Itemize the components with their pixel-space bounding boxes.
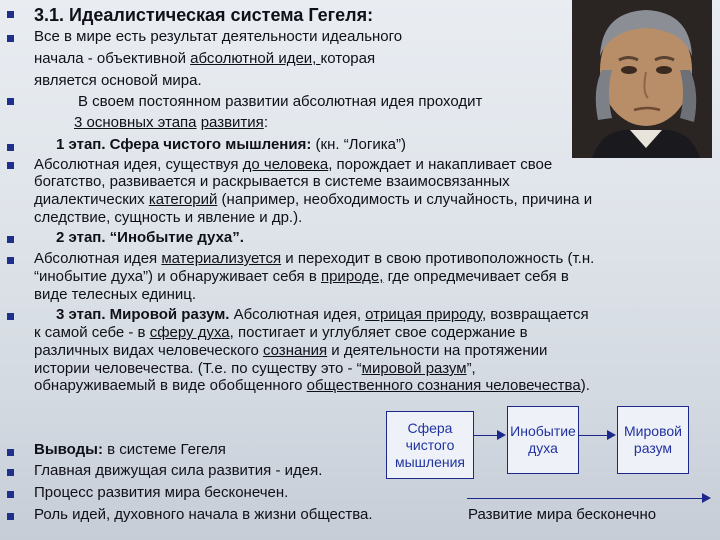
text: в системе Гегеля [102, 441, 226, 458]
bullet [7, 236, 14, 243]
underlined-term: природе, [320, 268, 384, 285]
diagram-caption: Развитие мира бесконечно [468, 506, 657, 523]
conclusions-label: Выводы: [34, 441, 103, 458]
text: (например, необходимость и случайность, причина и [217, 191, 593, 208]
stage-3-heading [56, 307, 589, 323]
text: : [263, 114, 268, 131]
underlined-term: до человека [242, 156, 329, 173]
diagram-box-world-reason [617, 406, 689, 474]
bullet [7, 144, 14, 151]
text: истории человечества. (Т.е. по существу это - “ [34, 360, 362, 377]
underlined-term: мировой разум [361, 360, 467, 377]
paragraph-line [74, 115, 268, 131]
paragraph-line [34, 157, 552, 173]
bullet [7, 257, 14, 264]
stage-label: 3 этап. Мировой разум. [56, 306, 230, 323]
underlined-term: сознания [262, 342, 328, 359]
text: , порождает и накапливает свое [328, 156, 553, 173]
text: диалектических [34, 191, 149, 208]
paragraph-line [34, 251, 594, 267]
text: ”, [466, 360, 476, 377]
box-label: Инобытие духа [510, 423, 576, 456]
conclusion-item: Главная движущая сила развития - идея. [34, 462, 323, 479]
paragraph-line: богатство, развивается и раскрывается в системе взаимосвязанных [34, 173, 510, 190]
bullet [7, 449, 14, 456]
paragraph-line: является основой мира. [34, 72, 202, 89]
paragraph-line: следствие, сущность и явление и др.). [34, 209, 303, 226]
box-label: Сфера чистого мышления [394, 419, 465, 470]
portrait-illustration [572, 0, 712, 158]
text: Абсолютная идея [34, 250, 162, 267]
box-label: Мировой разум [624, 423, 682, 456]
text: начала - объективной [34, 50, 191, 67]
text: которая [320, 50, 376, 67]
underlined-term: общественного сознания человечества [306, 377, 581, 394]
bullet [7, 98, 14, 105]
paragraph-line [34, 378, 590, 394]
underlined-term: материализуется [161, 250, 282, 267]
text: , постигает и углубляет свое содержание в [229, 324, 528, 341]
underlined-term: сферу духа [149, 324, 230, 341]
stage-label: 2 этап. “Инобытие духа”. [56, 229, 244, 246]
arrow-line [473, 435, 497, 436]
underlined-term: развития [200, 114, 264, 131]
bullet [7, 469, 14, 476]
paragraph-line: виде телесных единиц. [34, 286, 197, 303]
text: , возвращается [481, 306, 589, 323]
stage-label: 1 этап. Сфера чистого мышления: [56, 136, 312, 153]
text: различных видах человеческого [34, 342, 263, 359]
bullet [7, 313, 14, 320]
paragraph-line [34, 192, 592, 208]
text: “инобытие духа”) и обнаруживает себя в [34, 268, 321, 285]
paragraph-line: В своем постоянном развитии абсолютная идея проходит [78, 93, 483, 110]
paragraph-line [34, 343, 547, 359]
hegel-portrait [572, 0, 712, 158]
bullet [7, 11, 14, 18]
text: Абсолютная идея, [229, 306, 366, 323]
long-arrow-line [467, 498, 702, 499]
conclusions-heading [34, 442, 226, 458]
text: и переходит в свою противоположность (т.н. [281, 250, 595, 267]
underlined-term: отрицая природу [365, 306, 482, 323]
bullet [7, 35, 14, 42]
conclusion-item: Роль идей, духовного начала в жизни общества. [34, 506, 373, 523]
diagram-box-thought [386, 411, 474, 479]
text: и деятельности на протяжении [327, 342, 548, 359]
arrow-head-icon [702, 493, 711, 503]
underlined-term: категорий [148, 191, 218, 208]
paragraph-line [34, 361, 476, 377]
text: где опредмечивает себя в [383, 268, 569, 285]
text: к самой себе - в [34, 324, 150, 341]
text: (кн. “Логика”) [311, 136, 406, 153]
bullet [7, 513, 14, 520]
underlined-term: 3 основных этапа [74, 114, 197, 131]
stage-2-heading [56, 230, 244, 246]
arrow-head-icon [497, 430, 506, 440]
text: Абсолютная идея, существуя [34, 156, 243, 173]
text: обнаруживаемый в виде обобщенного [34, 377, 307, 394]
conclusion-item: Процесс развития мира бесконечен. [34, 484, 289, 501]
slide-title: 3.1. Идеалистическая система Гегеля: [34, 5, 374, 25]
bullet [7, 491, 14, 498]
arrow-head-icon [607, 430, 616, 440]
paragraph-line [34, 51, 375, 67]
bullet [7, 162, 14, 169]
arrow-line [578, 435, 607, 436]
paragraph-line [34, 325, 528, 341]
paragraph-line: Все в мире есть результат деятельности идеального [34, 28, 403, 45]
stage-1-heading [56, 137, 406, 153]
paragraph-line [34, 269, 569, 285]
diagram-box-otherness [507, 406, 579, 474]
underlined-term: абсолютной идеи, [190, 50, 321, 67]
text: ). [580, 377, 590, 394]
